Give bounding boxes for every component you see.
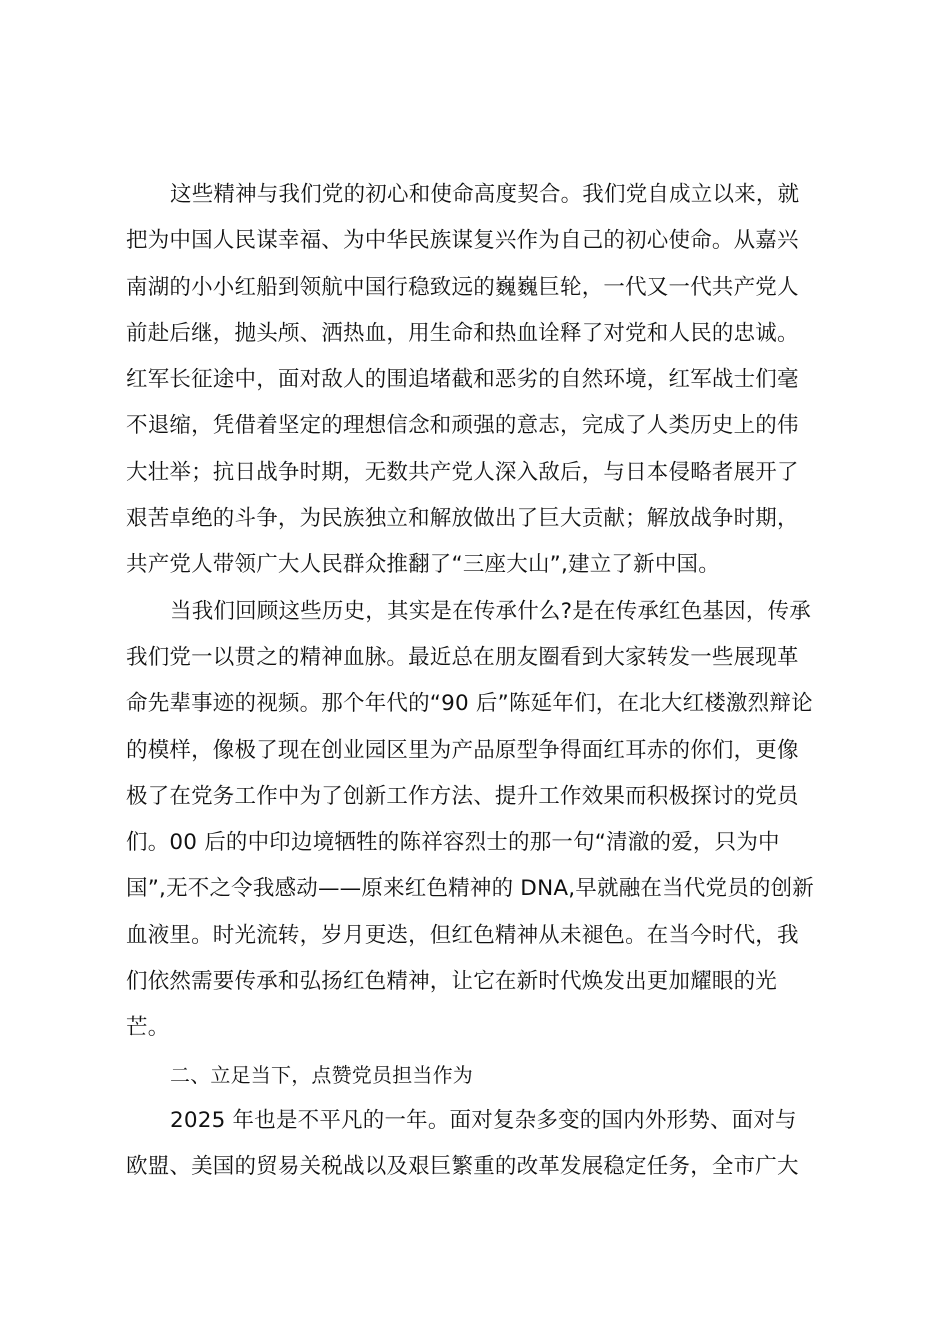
section-heading: 二、立足当下，点赞党员担当作为 <box>170 1062 473 1087</box>
paragraph-1-line-1: 这些精神与我们党的初心和使命高度契合。我们党自成立以来，就 <box>170 182 800 207</box>
paragraph-2-line-1: 当我们回顾这些历史，其实是在传承什么?是在传承红色基因，传承 <box>170 598 811 624</box>
paragraph-2-line-4: 的模样，像极了现在创业园区里为产品原型争得面红耳赤的你们，更像 <box>126 737 799 763</box>
paragraph-2-line-10: 芒。 <box>126 1015 170 1041</box>
paragraph-1-line-8: 艰苦卓绝的斗争，为民族独立和解放做出了巨大贡献；解放战争时期， <box>126 506 799 532</box>
paragraph-3-line-1: 2025 年也是不平凡的一年。面对复杂多变的国内外形势、面对与 <box>170 1107 797 1133</box>
paragraph-1-line-6: 不退缩，凭借着坚定的理想信念和顽强的意志，完成了人类历史上的伟 <box>126 413 799 439</box>
paragraph-2-line-3: 命先辈事迹的视频。那个年代的“90 后”陈延年们，在北大红楼激烈辩论 <box>126 691 813 717</box>
paragraph-1-line-5: 红军长征途中，面对敌人的围追堵截和恶劣的自然环境，红军战士们毫 <box>126 367 799 393</box>
paragraph-1-line-4: 前赴后继，抛头颅、洒热血，用生命和热血诠释了对党和人民的忠诚。 <box>126 320 799 346</box>
paragraph-2-line-7: 国”,无不之令我感动——原来红色精神的 DNA,早就融在当代党员的创新 <box>126 876 814 902</box>
paragraph-1-line-7: 大壮举；抗日战争时期，无数共产党人深入敌后，与日本侵略者展开了 <box>126 459 799 485</box>
paragraph-2-line-9: 们依然需要传承和弘扬红色精神，让它在新时代焕发出更加耀眼的光 <box>126 969 778 995</box>
paragraph-3-line-2: 欧盟、美国的贸易关税战以及艰巨繁重的改革发展稳定任务，全市广大 <box>126 1154 799 1180</box>
paragraph-2-line-8: 血液里。时光流转，岁月更迭，但红色精神从未褪色。在当今时代，我 <box>126 922 799 948</box>
paragraph-1-line-3: 南湖的小小红船到领航中国行稳致远的巍巍巨轮，一代又一代共产党人 <box>126 274 799 300</box>
document-body <box>126 172 826 1191</box>
paragraph-2-line-2: 我们党一以贯之的精神血脉。最近总在朋友圈看到大家转发一些展现革 <box>126 644 799 670</box>
paragraph-2-line-6: 们。00 后的中印边境牺牲的陈祥容烈士的那一句“清澈的爱，只为中 <box>126 830 780 856</box>
paragraph-1-line-9: 共产党人带领广大人民群众推翻了“三座大山”,建立了新中国。 <box>126 552 720 578</box>
paragraph-1-line-2: 把为中国人民谋幸福、为中华民族谋复兴作为自己的初心使命。从嘉兴 <box>126 228 799 254</box>
paragraph-2-line-5: 极了在党务工作中为了创新工作方法、提升工作效果而积极探讨的党员 <box>126 783 799 809</box>
